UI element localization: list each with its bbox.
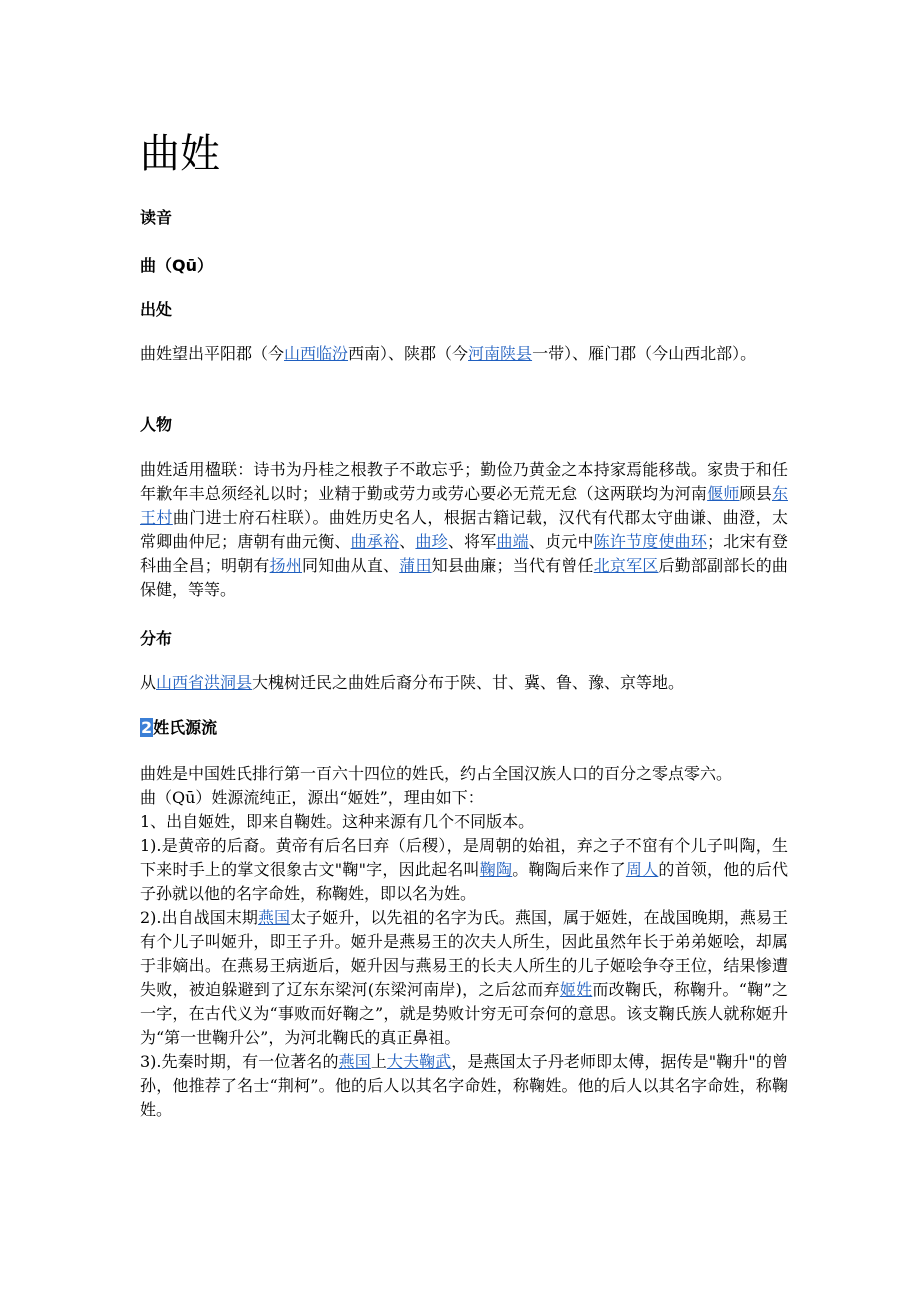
link-qu-zhen[interactable]: 曲珍 [415,532,448,551]
link-hongdong[interactable]: 山西省洪洞县 [156,673,253,692]
link-ji-xing[interactable]: 姬姓 [559,980,593,999]
text: 上 [370,1052,387,1071]
link-yanguo[interactable]: 燕国 [257,908,291,927]
distribution-paragraph [140,671,788,695]
heading-people: 人物 [140,415,173,434]
text: 太子姬升，以先祖的名字为氏。燕国，属于姬姓，在战国晚期，燕易王有个儿子叫姬升，即王子升。姬升是燕易王的次夫人所生，因此虽然年长于弟弟姬哙，却属于非嫡出。在燕易王病逝后，姬升因与燕易王的长夫人所生的儿子姬哙争夺王位，结果惨遭失败，被迫躲避到了辽东东梁河(东梁河南岸)，之后忿而弃 [140,908,788,999]
link-dafu-juwu[interactable]: 大夫鞠武 [386,1052,452,1071]
source-paragraph-6 [140,1050,788,1122]
text: 1).是黄帝的后裔。黄帝有后名曰弃（后稷），是周朝的始祖，弃之子不窋有个儿子叫陶，生下来时手上的掌文很象古文"鞠"字，因此起名叫 [140,836,788,879]
people-paragraph [140,458,788,602]
text: 知县曲廉；当代有曾任 [431,556,594,575]
text: 、将军 [447,532,497,551]
heading-pronunciation: 读音 [140,208,173,227]
source-paragraph-2: 曲（Qū）姓源流纯正，源出“姬姓”，理由如下： [140,788,484,807]
text: 。鞠陶后来作了 [512,860,626,879]
heading-distribution: 分布 [140,629,173,648]
text: 、 [399,532,416,551]
source-paragraph-3: 1、出自姬姓，即来自鞠姓。这种来源有几个不同版本。 [140,812,535,831]
origin-paragraph [140,342,788,366]
text: 一带）、雁门郡（今山西北部）。 [532,344,757,363]
link-shanxi-linfen[interactable]: 山西临汾 [284,344,349,363]
source-paragraph-1: 曲姓是中国姓氏排行第一百六十四位的姓氏，约占全国汉族人口的百分之零点零六。 [140,764,733,783]
heading-section-2 [140,716,217,740]
text: 后勤部副部长的曲保健，等等。 [140,556,788,599]
text: 曲姓望出平阳郡（今 [140,344,285,363]
link-putian[interactable]: 蒲田 [399,556,432,575]
link-qu-duan[interactable]: 曲端 [496,532,529,551]
source-paragraph-4 [140,834,788,906]
text: 大槐树迁民之曲姓后裔分布于陕、甘、冀、鲁、豫、京等地。 [252,673,685,692]
source-section [140,762,788,1122]
text: ，是燕国太子丹老师即太傅，据传是"鞠升"的曾孙，他推荐了名士“荆柯”。他的后人以其名字命姓，称鞠姓。他的后人以其名字命姓，称鞠姓。 [140,1052,788,1119]
text: ；北宋有登科曲全昌；明朝有 [140,532,788,575]
link-qu-chengyu[interactable]: 曲承裕 [350,532,400,551]
text: 同知曲从直、 [302,556,400,575]
text: 3).先秦时期，有一位著名的 [140,1052,339,1071]
page-title: 曲姓 [140,131,220,177]
source-paragraph-5 [140,906,788,1050]
pronunciation-value: 曲（Qū） [140,256,213,275]
section-number-badge: 2 [141,718,153,737]
link-yangzhou[interactable]: 扬州 [269,556,303,575]
link-henan-shanxian[interactable]: 河南陕县 [468,344,533,363]
text: 而改鞠氏，称鞠升。“鞠”之一字，在古代义为“事败而好鞠之”，就是势败计穷无可奈何的意思。该支鞠氏族人就称姬升为“第一世鞠升公”，为河北鞠氏的真正鼻祖。 [140,980,788,1047]
text: 西南）、陕郡（今 [348,344,469,363]
link-beijing-junqu[interactable]: 北京军区 [593,556,659,575]
text: 2).出自战国末期 [140,908,258,927]
link-yanguo-2[interactable]: 燕国 [338,1052,371,1071]
link-yanshi[interactable]: 偃师 [707,484,740,503]
text: 从 [140,673,157,692]
text: 曲门进士府石柱联）。曲姓历史名人，根据古籍记载，汉代有代郡太守曲谦、曲澄，太常卿曲仲尼；唐朝有曲元衡、 [140,508,788,551]
text: 曲姓适用楹联：诗书为丹桂之根教子不敢忘乎；勤俭乃黄金之本持家焉能移哉。家贵于和任年歉年丰总须经礼以时；业精于勤或劳力或劳心要必无荒无怠（这两联均为河南 [140,460,788,503]
link-dongwangcun[interactable]: 东王村 [140,484,788,527]
text: 的首领，他的后代子孙就以他的名字命姓，称鞠姓，即以名为姓。 [140,860,788,903]
heading-origin: 出处 [140,300,173,319]
link-zhou-ren[interactable]: 周人 [625,860,659,879]
section-2-title: 姓氏源流 [153,718,218,737]
link-ju-tao[interactable]: 鞠陶 [479,860,513,879]
text: 、贞元中 [528,532,594,551]
text: 顾县 [739,484,772,503]
link-chenxu-jiedushi[interactable]: 陈许节度使曲环 [593,532,708,551]
